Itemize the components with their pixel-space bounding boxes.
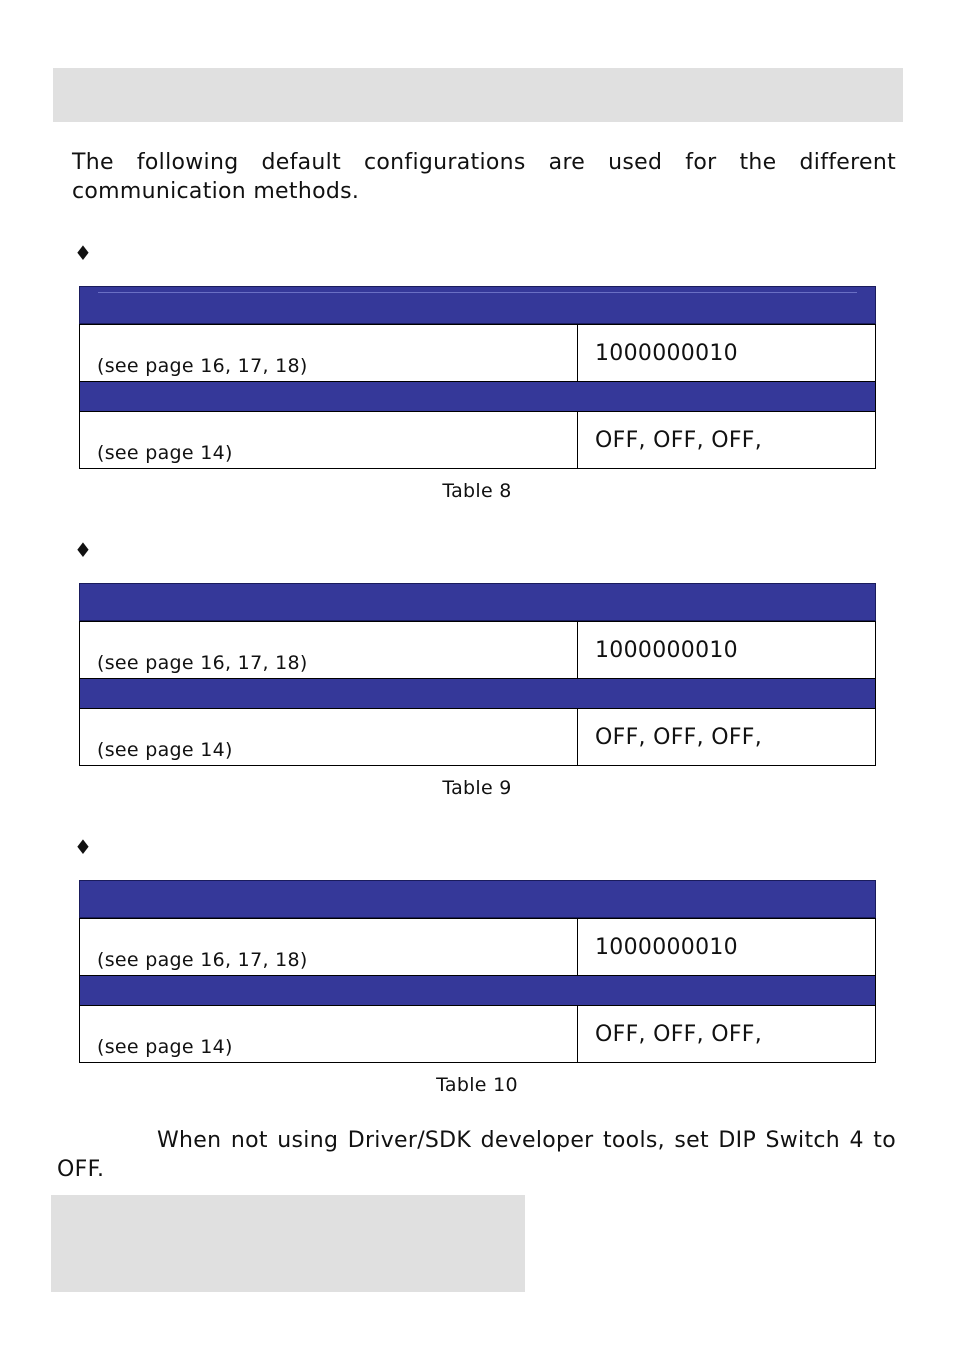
config-table-10 — [79, 880, 876, 1063]
table-header-bar — [79, 880, 876, 918]
footer-band — [51, 1195, 525, 1292]
intro-paragraph: The following default configurations are used for the different communication methods. — [72, 150, 896, 204]
setting-value: 1000000010 — [595, 341, 738, 366]
table-caption: Table 8 — [442, 480, 512, 502]
note-paragraph: When not using Driver/SDK developer tools, set DIP Switch 4 to OFF. — [57, 1128, 896, 1182]
setting-value: OFF, OFF, OFF, — [595, 428, 763, 453]
config-table-9 — [79, 583, 876, 766]
table-header-bar — [79, 286, 876, 324]
table-row — [79, 708, 876, 766]
table-row — [79, 324, 876, 382]
table-header-bar — [79, 583, 876, 621]
table-caption: Table 10 — [436, 1074, 518, 1096]
setting-value: OFF, OFF, OFF, — [595, 725, 763, 750]
page-reference: (see page 16, 17, 18) — [97, 949, 308, 971]
page-reference: (see page 14) — [97, 442, 233, 464]
table-row — [79, 1005, 876, 1063]
table-row — [79, 411, 876, 469]
table-row — [79, 621, 876, 679]
page-reference: (see page 16, 17, 18) — [97, 652, 308, 674]
table-section-bar — [79, 382, 876, 411]
bullet-icon: ♦ — [74, 835, 92, 859]
table-row — [79, 918, 876, 976]
header-band — [53, 68, 903, 122]
page-reference: (see page 16, 17, 18) — [97, 355, 308, 377]
setting-value: 1000000010 — [595, 638, 738, 663]
table-section-bar — [79, 976, 876, 1005]
table-caption: Table 9 — [442, 777, 512, 799]
bullet-icon: ♦ — [74, 241, 92, 265]
bullet-icon: ♦ — [74, 538, 92, 562]
page-reference: (see page 14) — [97, 739, 233, 761]
table-section-bar — [79, 679, 876, 708]
page-reference: (see page 14) — [97, 1036, 233, 1058]
config-table-8 — [79, 286, 876, 469]
setting-value: OFF, OFF, OFF, — [595, 1022, 763, 1047]
setting-value: 1000000010 — [595, 935, 738, 960]
